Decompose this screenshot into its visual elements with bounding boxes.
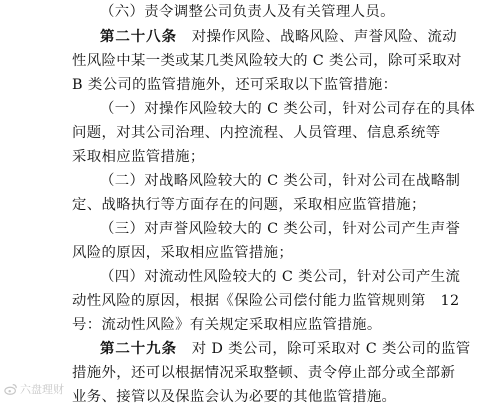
article-29-heading-line: 第二十九条 对 D 类公司，除可采取对 C 类公司的监管 [100,340,471,357]
weibo-icon [4,382,18,396]
watermark-text: 六盘理财 [20,383,64,396]
text-line: 业务、接管以及保监会认为必要的其他监管措施。 [72,389,397,405]
text-line: （二）对战略风险较大的 C 类公司，针对公司在战略制 [100,173,461,189]
text-line: B 类公司的监管措施外，还可采取以下监管措施： [72,77,398,93]
text-line: （三）对声誉风险较大的 C 类公司，针对公司产生声誉 [100,221,461,237]
text-line: 问题，对其公司治理、内控流程、人员管理、信息系统等 [72,125,441,141]
article-number: 第二十九条 [100,340,177,357]
text-line: 措施外，还可以根据情况采取整顿、责令停止部分或全部新 [72,365,456,381]
watermark [4,380,64,398]
text-line: 动性风险的原因，根据《保险公司偿付能力监管规则第 12 [72,293,460,309]
text-line: （六）责令调整公司负责人及有关管理人员。 [100,4,395,20]
text-line: 定、战略执行等方面存在的问题，采取相应监管措施； [72,197,426,213]
text-line: 性风险中某一类或某几类风险较大的 C 类公司，除可采取对 [72,53,462,69]
article-number: 第二十八条 [100,28,177,45]
text-line: （四）对流动性风险较大的 C 类公司，针对公司产生流 [100,269,461,285]
text-line: （一）对操作风险较大的 C 类公司，针对公司存在的具体 [100,101,475,117]
text-line: 采取相应监管措施； [72,149,205,165]
article-28-heading-line: 第二十八条 对操作风险、战略风险、声誉风险、流动 [100,28,458,45]
text-line: 号：流动性风险》有关规定采取相应监管措施。 [72,317,382,333]
text-line: 风险的原因，采取相应监管措施； [72,245,294,261]
